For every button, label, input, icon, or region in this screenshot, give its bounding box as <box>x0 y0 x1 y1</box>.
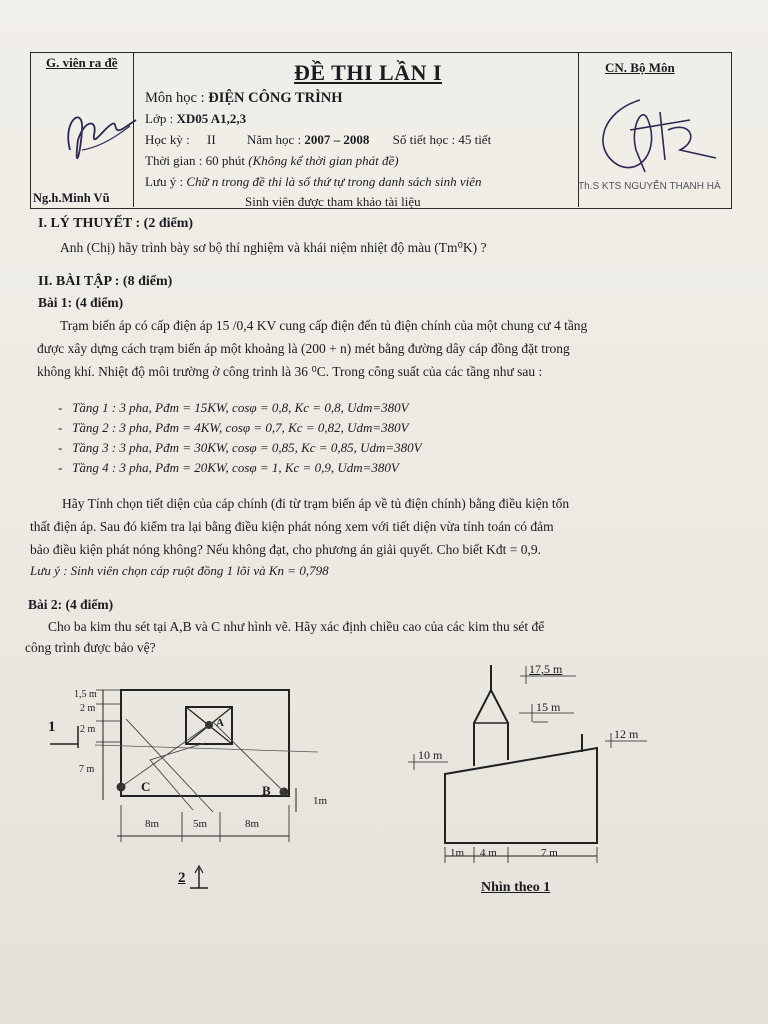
semester-value: II <box>207 132 216 147</box>
floor-text: Tầng 2 : 3 pha, Pđm = 4KW, cosφ = 0,7, Kc = 0,82, Udm=380V <box>72 420 409 435</box>
section-1-label: 1 <box>48 719 56 735</box>
semester-label: Học kỳ : <box>145 132 190 147</box>
elevation-dim-bottom: 1m <box>450 847 465 859</box>
bai1-note: Lưu ý : Sinh viên chọn cáp ruột đồng 1 lõi và Kn = 0,798 <box>30 563 329 578</box>
year-label: Năm học : <box>246 132 302 147</box>
floor-item: - Tầng 1 : 3 pha, Pđm = 15KW, cosφ = 0,8, Kc = 0,8, Udm=380V <box>58 400 409 415</box>
bai2-heading: Bài 2: (4 điểm) <box>28 597 114 612</box>
teacher-signer: Ng.h.Minh Vũ <box>33 191 110 205</box>
theory-heading: I. LÝ THUYẾT : (2 điểm) <box>38 216 194 231</box>
bai1-line: Trạm biến áp có cấp điện áp 15 /0,4 KV cung cấp điện đến tủ điện chính của một chung cư 4 tầng <box>60 318 588 333</box>
bai1-line: được xây dựng cách trạm biến áp một khoảng là (200 + n) mét bằng đường dây cáp đồng đặt trong <box>37 341 570 356</box>
hours-value: 45 tiết <box>458 132 492 147</box>
plan-dim-left: 2 m <box>80 703 96 714</box>
plan-dim-bottom: 8m <box>245 818 260 830</box>
year-value: 2007 – 2008 <box>304 132 370 147</box>
subject-label: Môn học : <box>145 90 205 106</box>
exam-title: ĐỀ THI LẦN I <box>294 60 443 85</box>
elevation-level: 12 m <box>614 727 639 741</box>
time-note: (Không kể thời gian phát đề) <box>248 153 399 168</box>
class-label: Lớp : <box>145 111 174 126</box>
theory-question: Anh (Chị) hãy trình bày sơ bộ thí nghiệm và khái niệm nhiệt độ màu (Tm⁰K) ? <box>60 240 487 255</box>
bai1-task-line: thất điện áp. Sau đó kiểm tra lại bằng điều kiện phát nóng xem với tiết diện vừa tính toán có đảm <box>30 519 554 534</box>
bai1-task-line: Hãy Tính chọn tiết diện của cáp chính (đi từ trạm biến áp về tủ điện chính) bằng điều kiện tổn <box>62 496 570 511</box>
elevation-dim-bottom: 4 m <box>480 847 497 859</box>
time-value: 60 phút <box>205 153 246 168</box>
bai1-line: không khí. Nhiệt độ môi trường ở công trình là 36 ⁰C. Trong công suất của các tầng như sau : <box>37 364 543 379</box>
plan-dim-left: 2 m <box>80 724 96 735</box>
bai1-heading: Bài 1: (4 điểm) <box>38 295 124 310</box>
floor-item: - Tầng 3 : 3 pha, Pđm = 30KW, cosφ = 0,85, Kc = 0,85, Udm=380V <box>58 440 422 455</box>
plan-dim-bottom: 5m <box>193 818 208 830</box>
hours-label: Số tiết học : <box>392 132 456 147</box>
time-label: Thời gian : <box>145 153 203 168</box>
teacher-label: G. viên ra đề <box>46 55 118 70</box>
elevation-caption: Nhìn theo 1 <box>481 880 551 895</box>
elevation-level: 15 m <box>536 700 561 714</box>
bai2-line: Cho ba kim thu sét tại A,B và C như hình vẽ. Hãy xác định chiều cao của các kim thu sét để <box>48 619 545 634</box>
plan-dim-right: 1m <box>313 795 328 807</box>
head-signer: Th.S KTS NGUYỄN THANH HÀ <box>578 181 721 192</box>
floor-item: - Tầng 4 : 3 pha, Pđm = 20KW, cosφ = 1, Kc = 0,9, Udm=380V <box>58 460 399 475</box>
subject-value: ĐIỆN CÔNG TRÌNH <box>208 90 343 106</box>
note-label: Lưu ý : <box>145 174 184 189</box>
point-a-label: A <box>216 717 224 729</box>
building-profile <box>445 748 597 843</box>
note-text: Chữ n trong đề thi là số thứ tự trong danh sách sinh viên <box>186 174 482 189</box>
elevation-level: 17,5 m <box>529 662 563 676</box>
bai1-task-line: bảo điều kiện phát nóng không? Nếu không đạt, cho phương án giải quyết. Cho biết Kđt = 0,9. <box>30 542 541 557</box>
floor-text: Tầng 1 : 3 pha, Pđm = 15KW, cosφ = 0,8, Kc = 0,8, Udm=380V <box>72 400 409 415</box>
class-value: XD05 A1,2,3 <box>176 111 247 126</box>
exercises-heading: II. BÀI TẬP : (8 điểm) <box>38 274 173 289</box>
plan-dim-left: 7 m <box>79 764 95 775</box>
section-2-label: 2 <box>178 870 186 886</box>
bai2-line: công trình được bảo vệ? <box>25 640 156 655</box>
floor-text: Tầng 4 : 3 pha, Pđm = 20KW, cosφ = 1, Kc = 0,9, Udm=380V <box>72 460 399 475</box>
plan-dim-left: 1,5 m <box>74 689 97 700</box>
point-b-label: B <box>262 783 271 798</box>
tower-profile <box>474 690 508 766</box>
floor-text: Tầng 3 : 3 pha, Pđm = 30KW, cosφ = 0,85, Kc = 0,85, Udm=380V <box>72 440 422 455</box>
open-book-note: Sinh viên được tham khảo tài liệu <box>245 194 421 209</box>
elevation-dim-bottom: 7 m <box>541 847 558 859</box>
head-label: CN. Bộ Môn <box>605 60 675 75</box>
point-c-label: C <box>141 779 151 794</box>
plan-dim-bottom: 8m <box>145 818 160 830</box>
floor-item: - Tầng 2 : 3 pha, Pđm = 4KW, cosφ = 0,7, Kc = 0,82, Udm=380V <box>58 420 409 435</box>
elevation-level: 10 m <box>418 748 443 762</box>
